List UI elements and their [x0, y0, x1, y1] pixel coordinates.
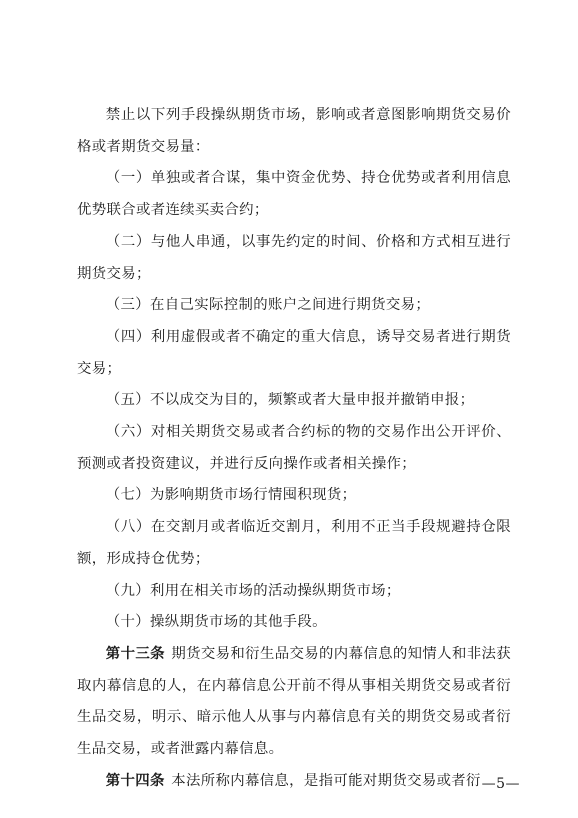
paragraph-intro: 禁止以下列手段操纵期货市场，影响或者意图影响期货交易价格或者期货交易量： — [77, 107, 511, 155]
paragraph-item-3: （三）在自己实际控制的账户之间进行期货交易； — [105, 297, 431, 314]
paragraph-item-10: （十）操纵期货市场的其他手段。 — [105, 614, 327, 631]
article-number: 第十三条 — [105, 645, 165, 662]
paragraph-item-1: （一）单独或者合谋，集中资金优势、持仓优势或者利用信息优势联合或者连续买卖合约； — [77, 170, 511, 219]
paragraph-item-4: （四）利用虚假或者不确定的重大信息，诱导交易者进行期货交易； — [77, 328, 511, 377]
article-number: 第十四条 — [105, 772, 165, 789]
paragraph-item-8: （八）在交割月或者临近交割月，利用不正当手段规避持仓限额，形成持仓优势； — [77, 519, 511, 567]
paragraph-item-9: （九）利用在相关市场的活动操纵期货市场； — [105, 582, 401, 599]
document-body — [77, 100, 511, 797]
paragraph-item-5: （五）不以成交为目的，频繁或者大量申报并撤销申报； — [105, 392, 475, 409]
paragraph-item-2: （二）与他人串通，以事先约定的时间、价格和方式相互进行期货交易； — [77, 233, 511, 282]
paragraph-item-7: （七）为影响期货市场行情囤积现货； — [105, 487, 357, 504]
page-number: —5— — [481, 776, 520, 792]
paragraph-item-6: （六）对相关期货交易或者合约标的物的交易作出公开评价、预测或者投资建议，并进行反向操作或者相关操作； — [77, 424, 511, 472]
paragraph-article-14: 第十四条 本法所称内幕信息，是指可能对期货交易或者衍 — [105, 772, 481, 789]
paragraph-article-13: 第十三条 期货交易和衍生品交易的内幕信息的知情人和非法获取内幕信息的人，在内幕信息公开前不得从事相关期货交易或者衍生品交易，明示、暗示他人从事与内幕信息有关的期货交易或者衍生品交易，或者泄露内幕信息。 — [77, 645, 511, 758]
